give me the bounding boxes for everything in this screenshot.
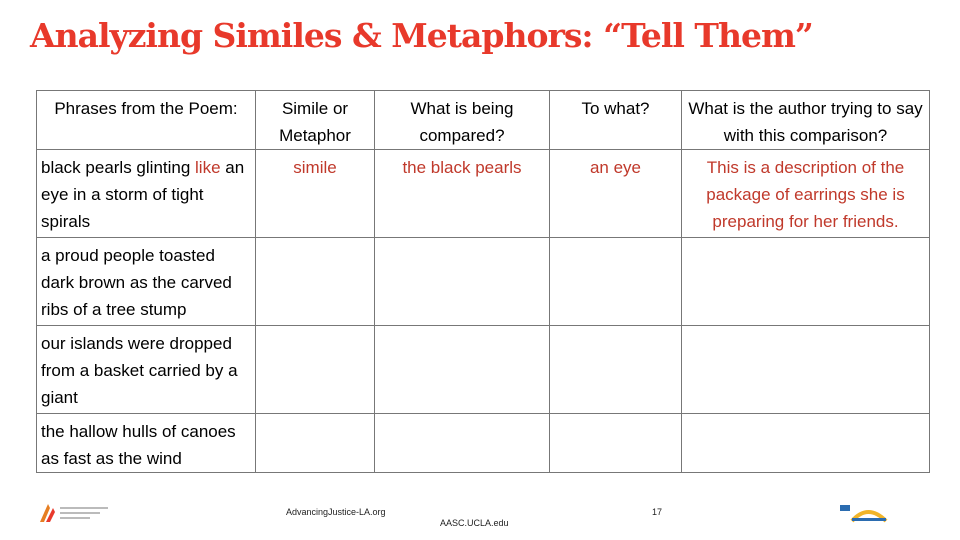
meaning-cell[interactable] bbox=[682, 414, 930, 473]
phrase-text: an eye in a storm of tight spirals bbox=[41, 158, 245, 231]
table-row bbox=[37, 238, 930, 326]
compared-cell[interactable] bbox=[375, 414, 550, 473]
type-cell[interactable] bbox=[256, 238, 375, 326]
ucla-aasc-logo bbox=[838, 501, 888, 525]
type-cell: simile bbox=[256, 150, 375, 238]
header-type: Simile or Metaphor bbox=[256, 91, 375, 150]
to-what-cell[interactable] bbox=[550, 414, 682, 473]
to-what-cell[interactable] bbox=[550, 326, 682, 414]
type-cell[interactable] bbox=[256, 326, 375, 414]
header-to-what: To what? bbox=[550, 91, 682, 150]
footer-aasc-link[interactable]: AASC.UCLA.edu bbox=[440, 518, 509, 528]
table-row bbox=[37, 414, 930, 473]
phrase-cell: a proud people toasted dark brown as the carved ribs of a tree stump bbox=[37, 238, 256, 326]
compared-cell: the black pearls bbox=[375, 150, 550, 238]
type-cell[interactable] bbox=[256, 414, 375, 473]
header-phrases: Phrases from the Poem: bbox=[37, 91, 256, 150]
table-header-row bbox=[37, 91, 930, 150]
footer-site-link[interactable]: AdvancingJustice-LA.org bbox=[286, 507, 386, 517]
phrase-cell: our islands were dropped from a basket carried by a giant bbox=[37, 326, 256, 414]
slide-title: Analyzing Similes & Metaphors: “Tell Them” bbox=[30, 16, 813, 55]
phrase-text: black pearls glinting bbox=[41, 158, 196, 177]
advancing-justice-logo bbox=[36, 500, 116, 526]
page-number: 17 bbox=[652, 507, 663, 517]
meaning-cell[interactable] bbox=[682, 238, 930, 326]
header-compared: What is being compared? bbox=[375, 91, 550, 150]
comparison-table bbox=[36, 90, 930, 473]
to-what-cell[interactable] bbox=[550, 238, 682, 326]
table-row bbox=[37, 150, 930, 238]
compared-cell[interactable] bbox=[375, 326, 550, 414]
meaning-cell[interactable] bbox=[682, 326, 930, 414]
highlight-word: like bbox=[195, 158, 221, 177]
table-row bbox=[37, 326, 930, 414]
compared-cell[interactable] bbox=[375, 238, 550, 326]
phrase-cell: the hallow hulls of canoes as fast as the wind bbox=[37, 414, 256, 473]
phrase-cell bbox=[37, 150, 256, 238]
to-what-cell: an eye bbox=[550, 150, 682, 238]
header-meaning: What is the author trying to say with this comparison? bbox=[682, 91, 930, 150]
meaning-cell: This is a description of the package of earrings she is preparing for her friends. bbox=[682, 150, 930, 238]
